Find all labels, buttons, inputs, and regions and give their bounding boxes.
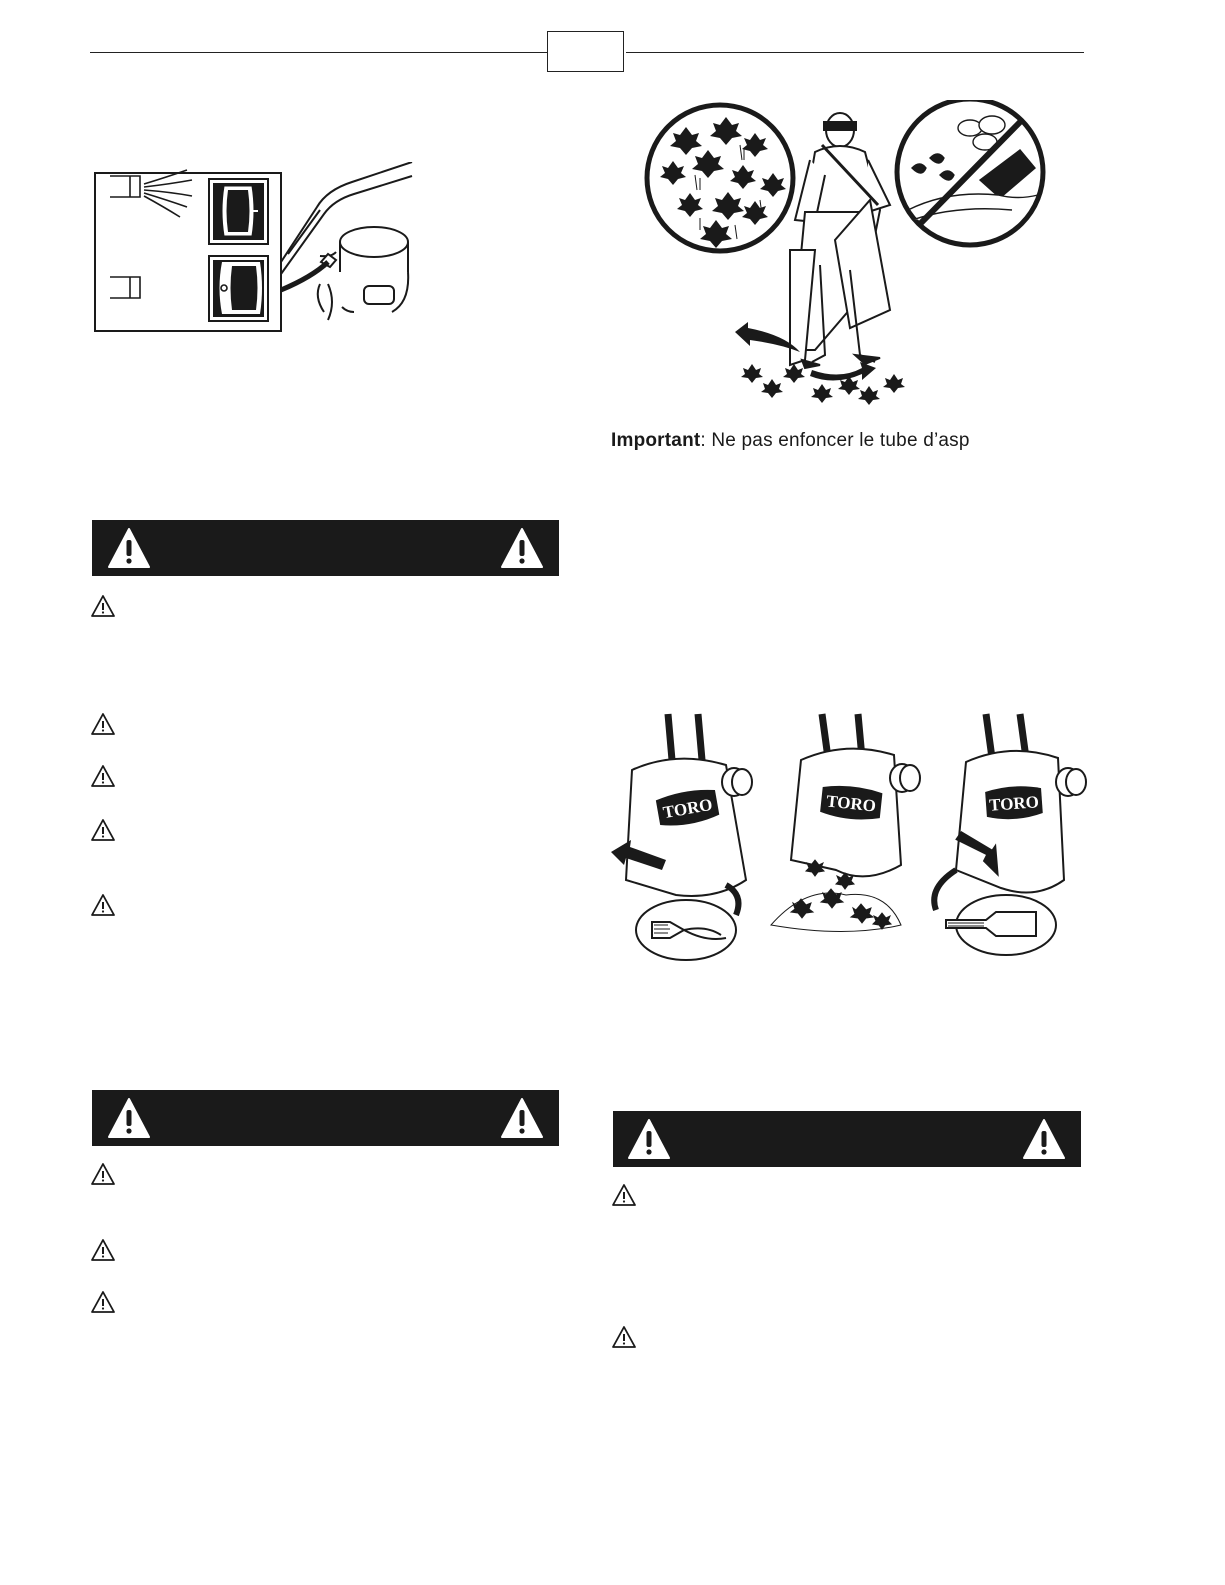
caution-triangle-icon xyxy=(90,712,116,736)
toro-logo-3 xyxy=(985,785,1043,821)
caution-triangle-icon xyxy=(90,1290,116,1314)
switch-panel-illustration xyxy=(92,162,432,337)
important-label: Important xyxy=(611,430,701,451)
warning-triangle-icon xyxy=(107,1097,151,1139)
caution-triangle-icon xyxy=(90,1162,116,1186)
header-rule-right xyxy=(626,52,1084,53)
operator-vacuuming-leaves-illustration xyxy=(640,100,1052,415)
rocker-switch-off xyxy=(209,256,268,321)
caution-triangle-icon xyxy=(611,1183,637,1207)
caution-triangle-icon xyxy=(90,1238,116,1262)
warning-banner-1 xyxy=(92,520,559,576)
operator-figure xyxy=(790,113,890,368)
caution-triangle-icon xyxy=(90,764,116,788)
caution-triangle-icon xyxy=(90,594,116,618)
page-number-box xyxy=(547,31,624,72)
bag-emptying-illustration xyxy=(606,710,1090,965)
svg-text:TORO: TORO xyxy=(825,791,877,816)
svg-text:TORO: TORO xyxy=(661,794,714,823)
caution-triangle-icon xyxy=(611,1325,637,1349)
caution-triangle-icon xyxy=(90,818,116,842)
warning-banner-3 xyxy=(613,1111,1081,1167)
warning-triangle-icon xyxy=(500,1097,544,1139)
warning-banner-2 xyxy=(92,1090,559,1146)
warning-triangle-icon xyxy=(500,527,544,569)
header-rule-left xyxy=(90,52,548,53)
important-text: : Ne pas enfoncer le tube d’asp xyxy=(700,430,970,451)
warning-triangle-icon xyxy=(107,527,151,569)
svg-text:TORO: TORO xyxy=(988,792,1040,815)
rocker-switch-on xyxy=(209,179,268,244)
ground-leaves xyxy=(741,364,905,405)
warning-triangle-icon xyxy=(1022,1118,1066,1160)
warning-triangle-icon xyxy=(627,1118,671,1160)
important-note xyxy=(611,430,970,452)
caution-triangle-icon xyxy=(90,893,116,917)
